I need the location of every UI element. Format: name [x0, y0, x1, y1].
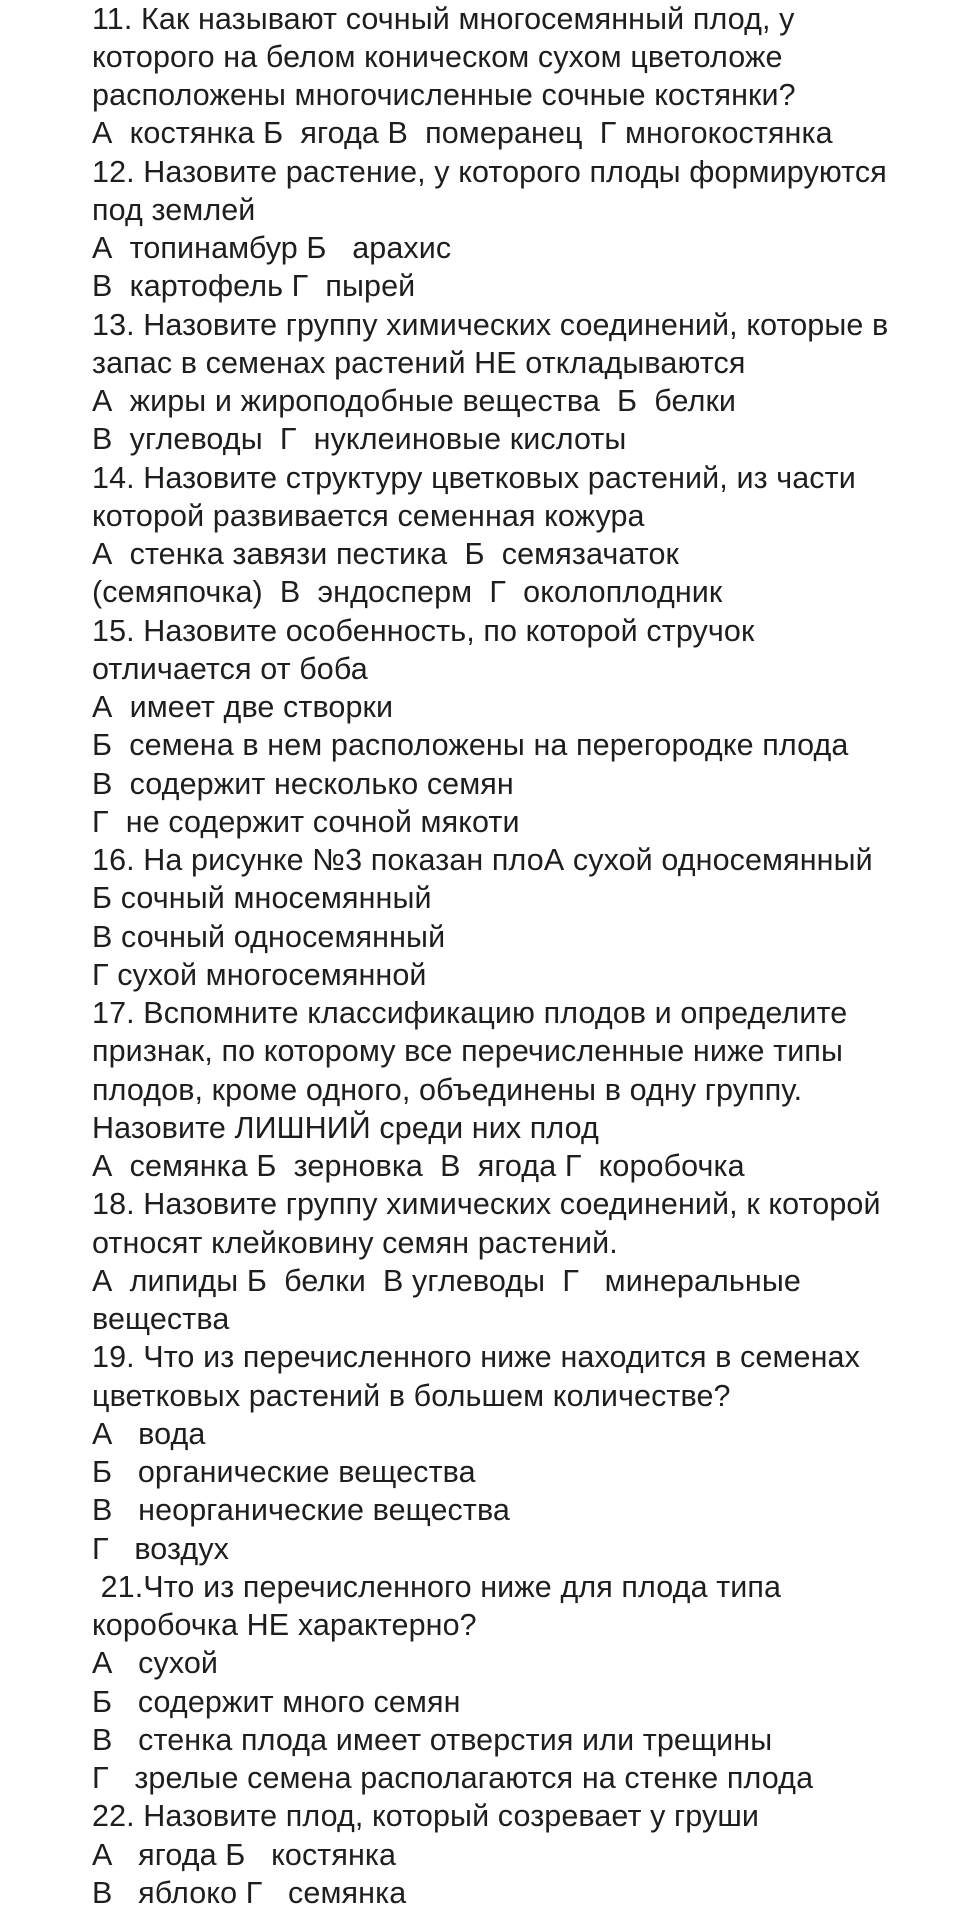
- text-line: А ягода Б костянка: [92, 1838, 397, 1872]
- text-line: под землей: [92, 193, 256, 227]
- text-line: Назовите ЛИШНИЙ среди них плод: [92, 1111, 599, 1145]
- text-line: 12. Назовите растение, у которого плоды формируются: [92, 155, 887, 189]
- text-line: которого на белом коническом сухом цветоложе: [92, 40, 783, 74]
- text-line: А костянка Б ягода В померанец Г многокостянка: [92, 116, 833, 150]
- text-line: Б содержит много семян: [92, 1685, 461, 1719]
- text-line: В стенка плода имеет отверстия или трещины: [92, 1723, 773, 1757]
- text-line: 14. Назовите структуру цветковых растений, из части: [92, 461, 856, 495]
- text-line: 11. Как называют сочный многосемянный плод, у: [92, 2, 795, 36]
- text-line: А вода: [92, 1417, 206, 1451]
- text-line: В яблоко Г семянка: [92, 1876, 407, 1910]
- text-line: А жиры и жироподобные вещества Б белки: [92, 384, 737, 418]
- text-line: 21.Что из перечисленного ниже для плода типа: [92, 1570, 782, 1604]
- text-line: вещества: [92, 1302, 230, 1336]
- text-line: В неорганические вещества: [92, 1493, 510, 1527]
- text-line: Г сухой многосемянной: [92, 958, 427, 992]
- text-line: А липиды Б белки В углеводы Г минеральные: [92, 1264, 801, 1298]
- text-line: А семянка Б зерновка В ягода Г коробочка: [92, 1149, 745, 1183]
- text-line: запас в семенах растений НЕ откладываются: [92, 346, 746, 380]
- text-line: В сочный односемянный: [92, 920, 446, 954]
- text-line: А топинамбур Б арахис: [92, 231, 452, 265]
- text-line: которой развивается семенная кожура: [92, 499, 645, 533]
- text-line: относят клейковину семян растений.: [92, 1226, 618, 1260]
- text-line: А сухой: [92, 1646, 219, 1680]
- text-line: 16. На рисунке №3 показан плоА сухой односемянный: [92, 843, 873, 877]
- text-line: Г зрелые семена располагаются на стенке плода: [92, 1761, 814, 1795]
- text-line: Г воздух: [92, 1532, 230, 1566]
- text-line: 17. Вспомните классификацию плодов и определите: [92, 996, 848, 1030]
- text-line: Б семена в нем расположены на перегородке плода: [92, 728, 849, 762]
- text-line: А имеет две створки: [92, 690, 394, 724]
- text-line: 18. Назовите группу химических соединений, к которой: [92, 1187, 881, 1221]
- text-line: В содержит несколько семян: [92, 767, 514, 801]
- text-line: 15. Назовите особенность, по которой стручок: [92, 614, 755, 648]
- text-line: коробочка НЕ характерно?: [92, 1608, 477, 1642]
- text-line: 13. Назовите группу химических соединений, которые в: [92, 308, 889, 342]
- text-line: Б органические вещества: [92, 1455, 476, 1489]
- text-line: 19. Что из перечисленного ниже находится в семенах: [92, 1340, 860, 1374]
- text-line: А стенка завязи пестика Б семязачаток: [92, 537, 679, 571]
- text-line: расположены многочисленные сочные костянки?: [92, 78, 796, 112]
- text-line: В картофель Г пырей: [92, 269, 416, 303]
- text-line: плодов, кроме одного, объединены в одну группу.: [92, 1073, 803, 1107]
- text-line: 22. Назовите плод, который созревает у груши: [92, 1799, 760, 1833]
- text-line: цветковых растений в большем количестве?: [92, 1379, 731, 1413]
- text-line: Б сочный мносемянный: [92, 881, 432, 915]
- text-line: отличается от боба: [92, 652, 368, 686]
- text-line: Г не содержит сочной мякоти: [92, 805, 520, 839]
- text-line: В углеводы Г нуклеиновые кислоты: [92, 422, 627, 456]
- text-line: (семяпочка) В эндосперм Г околоплодник: [92, 575, 723, 609]
- text-line: признак, по которому все перечисленные ниже типы: [92, 1034, 843, 1068]
